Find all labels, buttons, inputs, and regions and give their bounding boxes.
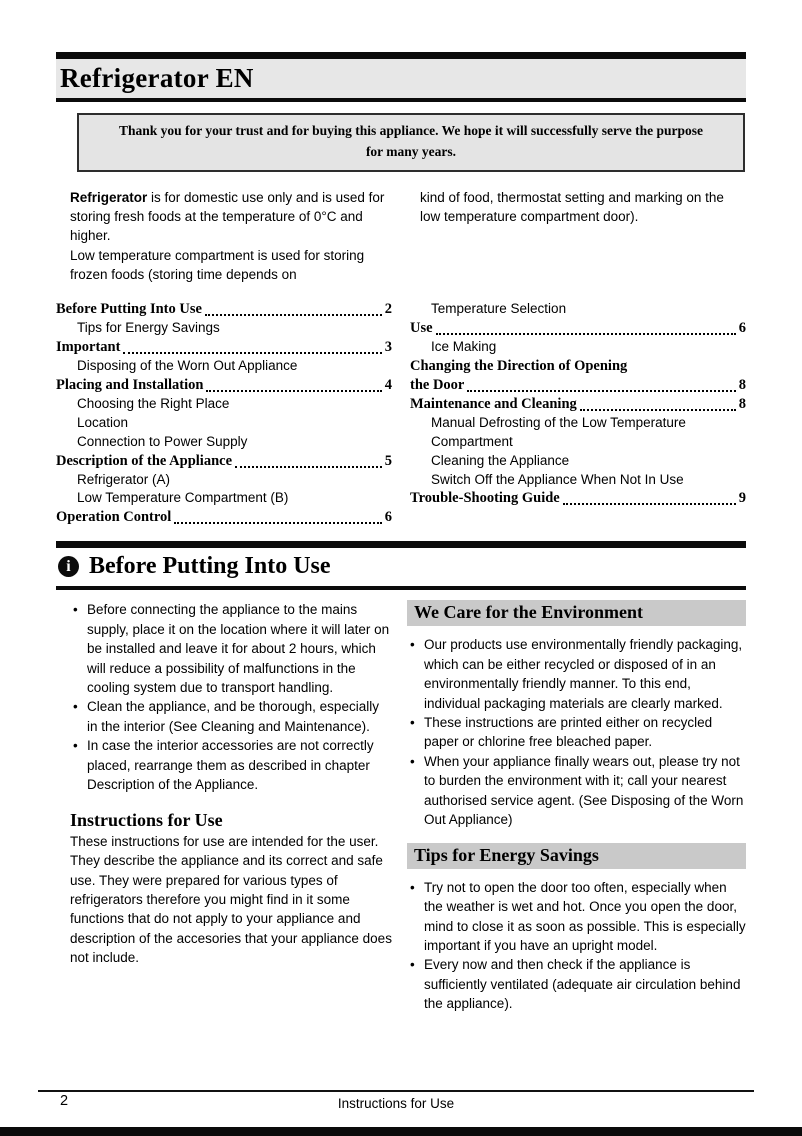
title-rule-top	[56, 52, 746, 59]
toc-dot-leader	[436, 333, 736, 335]
section-left-column	[56, 600, 393, 1013]
intro-paragraph-2: Low temperature compartment is used for storing frozen foods (storing time depends on	[70, 247, 365, 283]
toc-subentry: Refrigerator (A)	[77, 471, 171, 487]
toc-entry	[410, 395, 746, 414]
list-item: • When your appliance finally wears out, please try not to burden the environment with it; call your nearest authorised service agent. (See Disposing of the Worn Out Appliance)	[407, 752, 746, 830]
toc-dot-leader	[580, 409, 736, 411]
toc-subentry: Connection to Power Supply	[77, 433, 248, 449]
toc-subentry: Cleaning the Appliance	[431, 452, 570, 468]
energy-savings-block	[407, 843, 746, 1014]
toc-dot-leader	[206, 390, 381, 392]
toc-subentry: Low Temperature Compartment (B)	[77, 490, 289, 506]
toc-entry-page: 9	[738, 490, 746, 507]
intro-lead-word: Refrigerator	[70, 189, 148, 205]
toc-subentry: Switch Off the Appliance When Not In Use	[431, 471, 684, 487]
table-of-contents	[56, 300, 746, 527]
toc-entry	[410, 319, 746, 338]
list-item: • Before connecting the appliance to the mains supply, place it on the location where it will later on be installed and leave it for about 2 hours, which will reduce a possibility of malfunctions in the cooling system due to transport handling.	[70, 600, 393, 697]
section-rule-bottom	[56, 586, 746, 590]
info-icon: i	[58, 556, 79, 577]
toc-subentry: Choosing the Right Place	[77, 395, 230, 411]
page-number: 2	[60, 1093, 69, 1109]
section-columns	[56, 600, 746, 1013]
toc-entry	[56, 338, 392, 357]
toc-entry-page: 5	[384, 452, 392, 469]
section-title: Before Putting Into Use	[89, 553, 331, 580]
section-rule-top	[56, 541, 746, 548]
toc-subentry: Disposing of the Worn Out Appliance	[77, 358, 298, 374]
toc-entry-page: 6	[384, 509, 392, 526]
toc-subentry: Manual Defrosting of the Low Temperature Compartment	[431, 414, 686, 449]
toc-left-column	[56, 300, 392, 527]
toc-entry-label: the Door	[410, 377, 465, 393]
toc-entry	[410, 357, 746, 376]
intro-columns	[56, 188, 746, 284]
toc-dot-leader	[205, 314, 382, 316]
page-bottom-rule	[0, 1127, 802, 1136]
section-before-putting-into-use	[56, 541, 746, 1013]
list-item: • Clean the appliance, and be thorough, especially in the interior (See Cleaning and Maintenance).	[70, 697, 393, 736]
toc-entry-label: Use	[410, 320, 433, 337]
toc-entry	[56, 508, 392, 527]
title-band	[56, 59, 746, 98]
toc-entry-label: Placing and Installation	[56, 377, 204, 393]
toc-entry	[56, 376, 392, 395]
bullet-list	[70, 600, 393, 794]
document-title-block	[56, 52, 746, 102]
page-title: Refrigerator EN	[60, 63, 254, 93]
title-rule-bottom	[56, 98, 746, 102]
toc-entry-page: 8	[738, 395, 746, 412]
thank-you-box: Thank you for your trust and for buying this appliance. We hope it will successfully serve the purpose for many years.	[77, 113, 745, 172]
toc-dot-leader	[123, 352, 381, 354]
instructions-paragraph: These instructions for use are intended for the user. They describe the appliance and its correct and safe use. They were prepared for various types of refrigerators therefore you might find in it some functions that do not apply to your appliance and description of the accesories that your appliance does not include.	[70, 833, 392, 966]
toc-entry-label: Maintenance and Cleaning	[410, 395, 577, 412]
environment-block	[407, 600, 746, 829]
toc-entry	[410, 376, 746, 395]
section-header	[56, 548, 746, 586]
intro-right-column	[420, 188, 732, 284]
toc-right-column	[410, 300, 746, 527]
toc-entry	[56, 452, 392, 471]
toc-dot-leader	[235, 466, 382, 468]
subsection-heading-instructions-for-use: Instructions for Use	[70, 809, 223, 830]
intro-paragraph-3: kind of food, thermostat setting and marking on the low temperature compartment door).	[420, 189, 724, 225]
intro-left-column	[70, 188, 398, 284]
toc-entry-label: Description of the Appliance	[56, 452, 233, 469]
toc-entry	[56, 300, 392, 319]
toc-subentry: Ice Making	[431, 339, 497, 355]
toc-entry-label: Changing the Direction of Opening	[410, 358, 628, 375]
footer-title: Instructions for Use	[337, 1096, 455, 1111]
toc-subentry: Tips for Energy Savings	[77, 320, 220, 336]
intro-paragraph-1	[70, 188, 398, 246]
list-item: • Our products use environmentally friendly packaging, which can be either recycled or disposed of in an environmentally friendly manner. To this end, individual packaging materials are clearly marked.	[407, 635, 746, 713]
section-right-column	[407, 600, 746, 1013]
intro-lead-rest: is for domestic use only and is used for storing fresh foods at the temperature of 0°C and higher.	[70, 189, 385, 244]
subsection-heading-environment: We Care for the Environment	[407, 600, 746, 626]
toc-subentry: Temperature Selection	[431, 301, 567, 317]
list-item: • In case the interior accessories are not correctly placed, rearrange them as described in chapter Description of the Appliance.	[70, 736, 393, 794]
list-item: • Try not to open the door too often, especially when the weather is wet and hot. Once you open the door, mind to close it as soon as possible. This is especially important if you have an upright model.	[407, 878, 746, 956]
toc-entry-label: Operation Control	[56, 509, 172, 526]
list-item: • Every now and then check if the appliance is sufficiently ventilated (adequate air circulation behind the appliance).	[407, 955, 746, 1013]
toc-entry-page: 2	[384, 301, 392, 318]
bullet-list	[407, 878, 746, 1014]
page-content	[56, 0, 746, 1014]
toc-entry-page: 6	[738, 320, 746, 337]
toc-entry	[410, 489, 746, 508]
toc-entry-label: Before Putting Into Use	[56, 301, 202, 318]
subsection-heading-energy-savings: Tips for Energy Savings	[407, 843, 746, 869]
toc-entry-label: Trouble-Shooting Guide	[410, 490, 560, 507]
toc-dot-leader	[563, 503, 736, 505]
list-item: • These instructions are printed either on recycled paper or chlorine free bleached paper.	[407, 713, 746, 752]
toc-entry-page: 4	[384, 377, 392, 393]
bullet-list	[407, 635, 746, 829]
toc-subentry: Location	[77, 414, 129, 430]
page-footer	[38, 1090, 754, 1114]
toc-dot-leader	[174, 522, 381, 524]
toc-entry-label: Important	[56, 339, 121, 356]
toc-dot-leader	[467, 390, 735, 392]
toc-entry-page: 8	[738, 377, 746, 393]
toc-entry-page: 3	[384, 339, 392, 356]
